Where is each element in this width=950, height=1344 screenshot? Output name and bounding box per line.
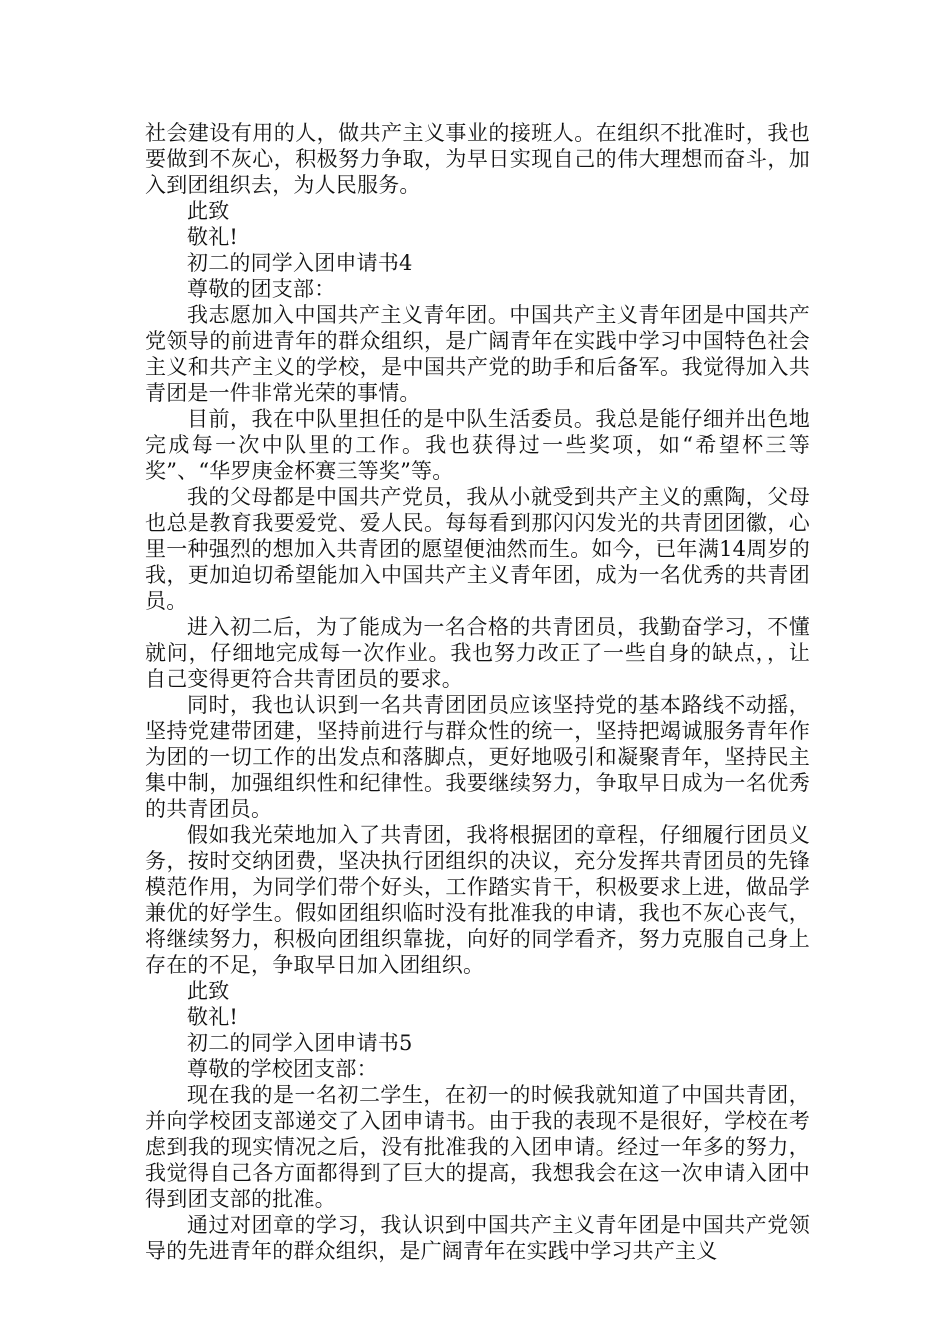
body-paragraph: 我志愿加入中国共产主义青年团。中国共产主义青年团是中国共产党领导的前进青年的群众组织，是广阔青年在实践中学习中国特色社会主义和共产主义的学校，是中国共产党的助手和后备军。我觉得加入共青团是一件非常光荣的事情。 <box>145 303 810 405</box>
salutation: 尊敬的学校团支部： <box>187 1057 378 1081</box>
body-paragraph: 进入初二后，为了能成为一名合格的共青团员，我勤奋学习，不懂就问，仔细地完成每一次作业。我也努力改正了一些自身的缺点，，让自己变得更符合共青团员的要求。 <box>145 615 810 691</box>
section-title: 初二的同学入团申请书5 <box>187 1031 413 1055</box>
closing-jingli: 敬礼! <box>187 1005 239 1029</box>
document-page <box>145 120 810 1264</box>
section-title: 初二的同学入团申请书4 <box>187 251 413 275</box>
paragraph-continued: 社会建设有用的人，做共产主义事业的接班人。在组织不批准时，我也要做到不灰心，积极努力争取，为早日实现自己的伟大理想而奋斗，加入到团组织去，为人民服务。 <box>145 121 810 197</box>
closing-cizhi: 此致 <box>187 199 230 223</box>
body-paragraph: 现在我的是一名初二学生，在初一的时候我就知道了中国共青团，并向学校团支部递交了入团申请书。由于我的表现不是很好，学校在考虑到我的现实情况之后，没有批准我的入团申请。经过一年多的努力，我觉得自己各方面都得到了巨大的提高，我想我会在这一次申请入团中得到团支部的批准。 <box>145 1083 810 1211</box>
closing-jingli: 敬礼! <box>187 225 239 249</box>
salutation: 尊敬的团支部： <box>187 277 336 301</box>
body-paragraph: 假如我光荣地加入了共青团，我将根据团的章程，仔细履行团员义务，按时交纳团费，坚决执行团组织的决议，充分发挥共青团员的先锋模范作用，为同学们带个好头，工作踏实肯干，积极要求上进，做品学兼优的好学生。假如团组织临时没有批准我的申请，我也不灰心丧气，将继续努力，积极向团组织靠拢，向好的同学看齐，努力克服自己身上存在的不足，争取早日加入团组织。 <box>145 823 810 977</box>
body-paragraph: 同时，我也认识到一名共青团团员应该坚持党的基本路线不动摇，坚持党建带团建，坚持前进行与群众性的统一，坚持把竭诚服务青年作为团的一切工作的出发点和落脚点，更好地吸引和凝聚青年，坚持民主集中制，加强组织性和纪律性。我要继续努力，争取早日成为一名优秀的共青团员。 <box>145 693 810 821</box>
body-paragraph: 我的父母都是中国共产党员，我从小就受到共产主义的熏陶，父母也总是教育我要爱党、爱人民。每每看到那闪闪发光的共青团团徽，心里一种强烈的想加入共青团的愿望便油然而生。如今，已年满14周岁的我，更加迫切希望能加入中国共产主义青年团，成为一名优秀的共青团员。 <box>145 485 810 613</box>
body-paragraph: 通过对团章的学习，我认识到中国共产主义青年团是中国共产党领导的先进青年的群众组织，是广阔青年在实践中学习共产主义 <box>145 1213 810 1263</box>
body-paragraph: 目前，我在中队里担任的是中队生活委员。我总是能仔细并出色地完成每一次中队里的工作。我也获得过一些奖项，如“希望杯三等奖”、“华罗庚金杯赛三等奖”等。 <box>145 407 810 483</box>
closing-cizhi: 此致 <box>187 979 230 1003</box>
